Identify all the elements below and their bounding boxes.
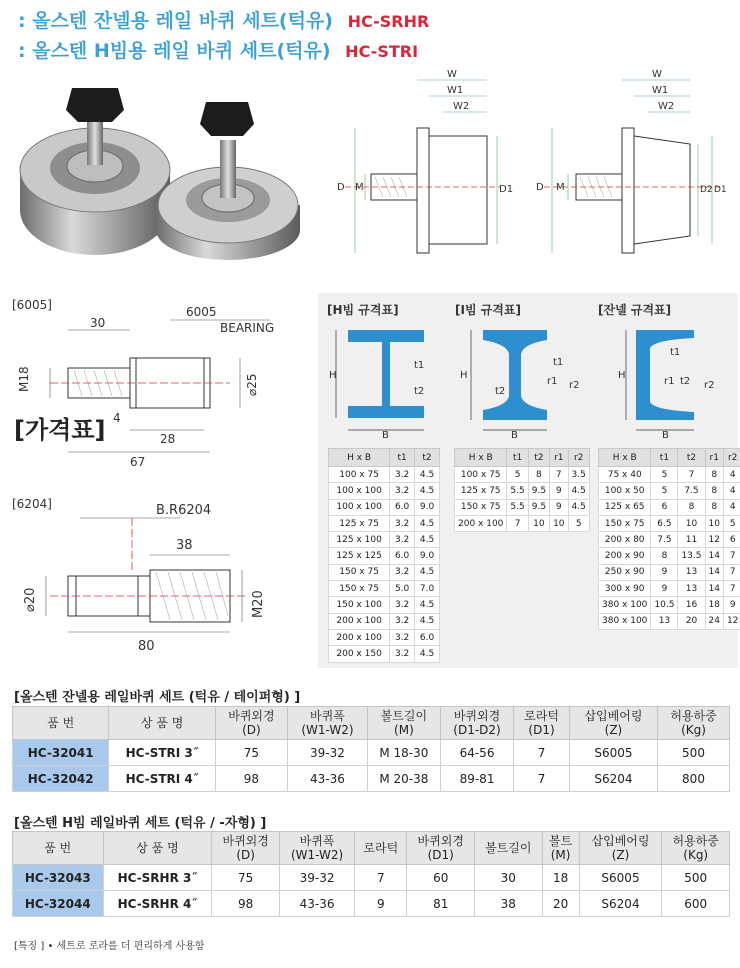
table-cell: 380 x 100	[599, 613, 651, 629]
table-row	[329, 483, 440, 499]
column-header: t1	[651, 449, 678, 467]
table-cell: 10	[705, 515, 723, 531]
dimension-drawing-right	[530, 68, 730, 258]
table-row	[455, 483, 590, 499]
dim-38: 38	[176, 538, 193, 553]
table-cell: 5	[723, 515, 740, 531]
channel-spec-table	[598, 448, 740, 630]
svg-text:H: H	[329, 370, 337, 381]
i-beam-spec-table	[454, 448, 590, 532]
table-cell: 10	[550, 515, 568, 531]
table-cell: 380 x 100	[599, 597, 651, 613]
table-row	[599, 532, 740, 548]
table-cell: 8	[705, 483, 723, 499]
table-cell: 200 x 100	[455, 515, 507, 531]
table-row	[329, 564, 440, 580]
table-cell: 150 x 75	[329, 581, 390, 597]
table-cell: HC-SRHR 4˝	[103, 891, 212, 917]
table-cell: 5	[568, 515, 589, 531]
table-cell: HC-32043	[13, 865, 104, 891]
i-beam-spec-title: [I빔 규격표]	[455, 303, 521, 317]
column-header: 상 품 명	[109, 707, 216, 740]
table-row	[599, 548, 740, 564]
table-cell: 13.5	[678, 548, 705, 564]
table-row	[455, 499, 590, 515]
table-cell: 4.5	[415, 483, 440, 499]
drawing-6204-tag: [6204]	[12, 497, 52, 511]
price-table-title: [가격표]	[14, 416, 106, 444]
label-M: M	[556, 182, 565, 193]
table-cell: 7	[514, 766, 570, 792]
table-row	[329, 548, 440, 564]
section1-title: [올스텐 잔넬용 레일바퀴 세트 (턱유 / 테이퍼형) ]	[14, 690, 301, 705]
table-cell: 4	[723, 467, 740, 483]
table-cell: 3.2	[390, 629, 415, 645]
table-cell: 800	[658, 766, 730, 792]
column-header: 품 번	[13, 832, 104, 865]
column-header: 바퀴외경 (D1)	[407, 832, 475, 865]
table-row	[13, 740, 730, 766]
table-cell: 4.5	[415, 515, 440, 531]
column-header: 로라턱	[355, 832, 407, 865]
column-header: 볼트길이	[475, 832, 543, 865]
table-row	[329, 532, 440, 548]
table-cell: HC-32044	[13, 891, 104, 917]
table-cell: 24	[705, 613, 723, 629]
table-row	[329, 597, 440, 613]
label-D1: D1	[499, 184, 514, 195]
table-cell: 10	[678, 515, 705, 531]
table-row	[329, 515, 440, 531]
table-cell: 4.5	[415, 646, 440, 662]
table-cell: 7	[507, 515, 528, 531]
table-cell: 8	[528, 467, 549, 483]
table-cell: 8	[705, 499, 723, 515]
table-cell: 100 x 100	[329, 483, 390, 499]
table-cell: 81	[407, 891, 475, 917]
table-cell: 500	[658, 740, 730, 766]
table-cell: 39-32	[287, 740, 367, 766]
label-W2: W2	[658, 101, 675, 112]
dim-6005: 6005	[186, 305, 217, 319]
table-cell: 64-56	[440, 740, 513, 766]
table-row	[599, 564, 740, 580]
table-cell: 125 x 75	[329, 515, 390, 531]
table-cell: 39-32	[279, 865, 354, 891]
table-cell: HC-STRI 3˝	[109, 740, 216, 766]
svg-text:t2: t2	[680, 376, 691, 387]
table-cell: 10	[528, 515, 549, 531]
table-cell: 89-81	[440, 766, 513, 792]
table-cell: 7.5	[651, 532, 678, 548]
table-row	[599, 581, 740, 597]
table-cell: 200 x 150	[329, 646, 390, 662]
table-row	[329, 467, 440, 483]
dim-67: 67	[130, 455, 146, 469]
table-cell: 18	[542, 865, 579, 891]
table-cell: 3.2	[390, 646, 415, 662]
column-header: t2	[678, 449, 705, 467]
table-cell: 125 x 125	[329, 548, 390, 564]
table-cell: 75	[215, 740, 287, 766]
svg-text:t2: t2	[414, 386, 425, 397]
table-cell: 14	[705, 548, 723, 564]
table-cell: 8	[651, 548, 678, 564]
table-cell: 4.5	[415, 597, 440, 613]
svg-text:r2: r2	[569, 380, 580, 391]
table-header-row	[599, 449, 740, 467]
table-row	[599, 499, 740, 515]
label-D: D	[337, 182, 345, 193]
table-cell: HC-32042	[13, 766, 109, 792]
table-cell: 9	[651, 581, 678, 597]
table-cell: 8	[678, 499, 705, 515]
column-header: r1	[705, 449, 723, 467]
h-beam-spec-table	[328, 448, 440, 663]
table-cell: 3.2	[390, 515, 415, 531]
table-cell: 5	[651, 483, 678, 499]
table-cell: 14	[705, 564, 723, 580]
table-row	[599, 613, 740, 629]
table-row	[13, 865, 730, 891]
dim-m18: M18	[17, 366, 31, 392]
column-header: t2	[415, 449, 440, 467]
table-cell: HC-SRHR 3˝	[103, 865, 212, 891]
table-cell: 7	[723, 581, 740, 597]
drawing-6005-tag: [6005]	[12, 298, 52, 312]
table-cell: 3.2	[390, 467, 415, 483]
dim-br6204: B.R6204	[156, 503, 212, 518]
dim-28: 28	[160, 432, 176, 446]
svg-text:r1: r1	[547, 376, 558, 387]
table-cell: 100 x 100	[329, 499, 390, 515]
label-W: W	[447, 69, 457, 80]
table-cell: 300 x 90	[599, 581, 651, 597]
svg-text:H: H	[460, 370, 468, 381]
table-cell: 20	[542, 891, 579, 917]
table-cell: 98	[212, 891, 280, 917]
table-row	[13, 891, 730, 917]
column-header: 상 품 명	[103, 832, 212, 865]
table-cell: 150 x 100	[329, 597, 390, 613]
column-header: 삽입베어링 (Z)	[579, 832, 662, 865]
column-header: 로라턱 (D1)	[514, 707, 570, 740]
table-cell: 7	[723, 548, 740, 564]
table-cell: 600	[662, 891, 730, 917]
table-cell: 200 x 90	[599, 548, 651, 564]
table-cell: 7.0	[415, 581, 440, 597]
table-cell: 4.5	[568, 499, 589, 515]
table-cell: 5.5	[507, 499, 528, 515]
table-header-row	[455, 449, 590, 467]
features-label: [특징 ]	[14, 941, 45, 952]
title-line-1	[18, 6, 429, 33]
table-cell: 3.2	[390, 532, 415, 548]
label-W1: W1	[447, 85, 464, 96]
table-cell: 6.0	[390, 499, 415, 515]
table-cell: 9.0	[415, 548, 440, 564]
title-text-2: : 올스텐 H빔용 레일 바퀴 세트(턱유)	[18, 40, 331, 62]
table-cell: 9.0	[415, 499, 440, 515]
table-cell: 9	[651, 564, 678, 580]
column-header: H x B	[455, 449, 507, 467]
column-header: 허용하중 (Kg)	[662, 832, 730, 865]
table-cell: 7	[355, 865, 407, 891]
table-cell: HC-32041	[13, 740, 109, 766]
table-cell: 13	[678, 564, 705, 580]
channel-spec-title: [잔넬 규격표]	[598, 303, 672, 317]
table-cell: S6204	[569, 766, 657, 792]
table-cell: 16	[678, 597, 705, 613]
label-W2: W2	[453, 101, 470, 112]
channel-diagram	[598, 322, 733, 440]
table-cell: 20	[678, 613, 705, 629]
column-header: 바퀴폭 (W1-W2)	[279, 832, 354, 865]
column-header: t1	[390, 449, 415, 467]
table-cell: 12	[705, 532, 723, 548]
table-cell: 9	[723, 597, 740, 613]
table-cell: 4.5	[415, 532, 440, 548]
column-header: H x B	[599, 449, 651, 467]
column-header: 바퀴외경 (D)	[215, 707, 287, 740]
table-cell: 43-36	[279, 891, 354, 917]
table-row	[599, 467, 740, 483]
column-header: 바퀴외경 (D)	[212, 832, 280, 865]
table-cell: 3.5	[568, 467, 589, 483]
table-cell: 200 x 100	[329, 629, 390, 645]
product-table-1	[12, 706, 730, 792]
table-cell: 500	[662, 865, 730, 891]
table-cell: 6.5	[651, 515, 678, 531]
svg-text:r1: r1	[664, 376, 675, 387]
table-cell: 5.5	[507, 483, 528, 499]
table-cell: 9	[550, 483, 568, 499]
product-photo	[0, 60, 315, 265]
svg-text:t2: t2	[495, 386, 506, 397]
table-cell: 75	[212, 865, 280, 891]
table-cell: 7	[514, 740, 570, 766]
table-cell: 6.0	[390, 548, 415, 564]
table-cell: S6005	[569, 740, 657, 766]
table-cell: 18	[705, 597, 723, 613]
table-cell: 4	[723, 483, 740, 499]
table-row	[329, 646, 440, 662]
table-cell: 9	[355, 891, 407, 917]
table-cell: S6005	[579, 865, 662, 891]
column-header: 삽입베어링 (Z)	[569, 707, 657, 740]
table-header-row	[13, 707, 730, 740]
table-cell: 5.0	[390, 581, 415, 597]
dim-30: 30	[90, 316, 106, 330]
table-cell: 3.2	[390, 564, 415, 580]
h-beam-spec-title: [H빔 규격표]	[327, 303, 399, 317]
table-cell: 6.0	[415, 629, 440, 645]
table-cell: 4.5	[568, 483, 589, 499]
features-text: • 세트로 로라를 더 편리하게 사용함	[47, 941, 205, 952]
table-cell: 6	[651, 499, 678, 515]
table-cell: 3.2	[390, 613, 415, 629]
table-cell: 7	[678, 467, 705, 483]
i-beam-diagram	[455, 322, 585, 440]
table-cell: 3.2	[390, 597, 415, 613]
column-header: 볼트 (M)	[542, 832, 579, 865]
product-table-2	[12, 831, 730, 917]
table-cell: 5	[651, 467, 678, 483]
table-cell: 8	[705, 467, 723, 483]
dim-dia25: ⌀25	[245, 373, 259, 396]
table-cell: M 18-30	[367, 740, 440, 766]
table-cell: 3.2	[390, 483, 415, 499]
table-cell: 9.5	[528, 499, 549, 515]
svg-text:r2: r2	[704, 380, 715, 391]
table-row	[329, 499, 440, 515]
table-row	[599, 597, 740, 613]
table-row	[455, 467, 590, 483]
table-cell: 150 x 75	[455, 499, 507, 515]
table-cell: 150 x 75	[599, 515, 651, 531]
table-cell: 98	[215, 766, 287, 792]
product-code-2: HC-STRI	[345, 42, 419, 61]
table-row	[455, 515, 590, 531]
table-row	[599, 515, 740, 531]
table-cell: 9	[550, 499, 568, 515]
table-row	[13, 766, 730, 792]
dim-m20: M20	[251, 590, 266, 618]
table-cell: 125 x 65	[599, 499, 651, 515]
table-header-row	[329, 449, 440, 467]
column-header: 품 번	[13, 707, 109, 740]
features-note	[14, 937, 205, 952]
wheel-right	[156, 102, 300, 260]
table-cell: 13	[651, 613, 678, 629]
label-D: D	[536, 182, 544, 193]
column-header: H x B	[329, 449, 390, 467]
column-header: t2	[528, 449, 549, 467]
table-cell: 125 x 100	[329, 532, 390, 548]
label-W: W	[652, 69, 662, 80]
table-header-row	[13, 832, 730, 865]
table-cell: 4.5	[415, 564, 440, 580]
dimension-drawing-left	[325, 68, 515, 258]
dim-bearing: BEARING	[220, 321, 275, 335]
svg-text:t1: t1	[414, 360, 425, 371]
title-text-1: : 올스텐 잔넬용 레일 바퀴 세트(턱유)	[18, 10, 333, 32]
column-header: r2	[723, 449, 740, 467]
table-cell: 43-36	[287, 766, 367, 792]
table-cell: 125 x 75	[455, 483, 507, 499]
table-row	[329, 613, 440, 629]
table-cell: 60	[407, 865, 475, 891]
table-cell: 100 x 75	[329, 467, 390, 483]
table-cell: 7.5	[678, 483, 705, 499]
svg-text:B: B	[511, 430, 518, 440]
table-cell: 10.5	[651, 597, 678, 613]
column-header: r2	[568, 449, 589, 467]
table-cell: 6	[723, 532, 740, 548]
dim-80: 80	[138, 639, 155, 654]
table-cell: S6204	[579, 891, 662, 917]
column-header: 바퀴외경 (D1-D2)	[440, 707, 513, 740]
table-cell: 250 x 90	[599, 564, 651, 580]
table-cell: 30	[475, 865, 543, 891]
h-beam-diagram	[326, 322, 450, 440]
drawing-6204	[10, 500, 310, 660]
svg-text:B: B	[382, 430, 389, 440]
label-M: M	[355, 182, 364, 193]
table-cell: 200 x 80	[599, 532, 651, 548]
table-row	[329, 629, 440, 645]
table-cell: 100 x 75	[455, 467, 507, 483]
table-cell: 14	[705, 581, 723, 597]
table-cell: 9.5	[528, 483, 549, 499]
table-cell: M 20-38	[367, 766, 440, 792]
table-cell: 75 x 40	[599, 467, 651, 483]
label-D1: D1	[714, 185, 727, 195]
column-header: 볼트길이 (M)	[367, 707, 440, 740]
table-cell: 200 x 100	[329, 613, 390, 629]
table-cell: 7	[723, 564, 740, 580]
table-cell: 5	[507, 467, 528, 483]
wheel-left	[20, 88, 170, 255]
table-cell: 4.5	[415, 613, 440, 629]
svg-text:B: B	[662, 430, 669, 440]
table-cell: 150 x 75	[329, 564, 390, 580]
svg-text:H: H	[618, 370, 626, 381]
table-cell: 38	[475, 891, 543, 917]
label-D2: D2	[700, 185, 713, 195]
svg-text:t1: t1	[553, 357, 564, 368]
table-cell: HC-STRI 4˝	[109, 766, 216, 792]
column-header: 바퀴폭 (W1-W2)	[287, 707, 367, 740]
svg-text:t1: t1	[670, 347, 681, 358]
label-W1: W1	[652, 85, 669, 96]
table-cell: 4	[723, 499, 740, 515]
table-cell: 11	[678, 532, 705, 548]
dim-4: 4	[113, 411, 121, 425]
table-cell: 100 x 50	[599, 483, 651, 499]
table-row	[329, 581, 440, 597]
title-line-2	[18, 36, 418, 63]
product-code-1: HC-SRHR	[347, 12, 430, 31]
column-header: t1	[507, 449, 528, 467]
table-cell: 4.5	[415, 467, 440, 483]
column-header: 허용하중 (Kg)	[658, 707, 730, 740]
table-cell: 13	[678, 581, 705, 597]
column-header: r1	[550, 449, 568, 467]
section2-title: [올스텐 H빔 레일바퀴 세트 (턱유 / -자형) ]	[14, 816, 267, 831]
table-cell: 7	[550, 467, 568, 483]
table-row	[599, 483, 740, 499]
dim-dia20: ⌀20	[23, 587, 38, 612]
table-cell: 12	[723, 613, 740, 629]
